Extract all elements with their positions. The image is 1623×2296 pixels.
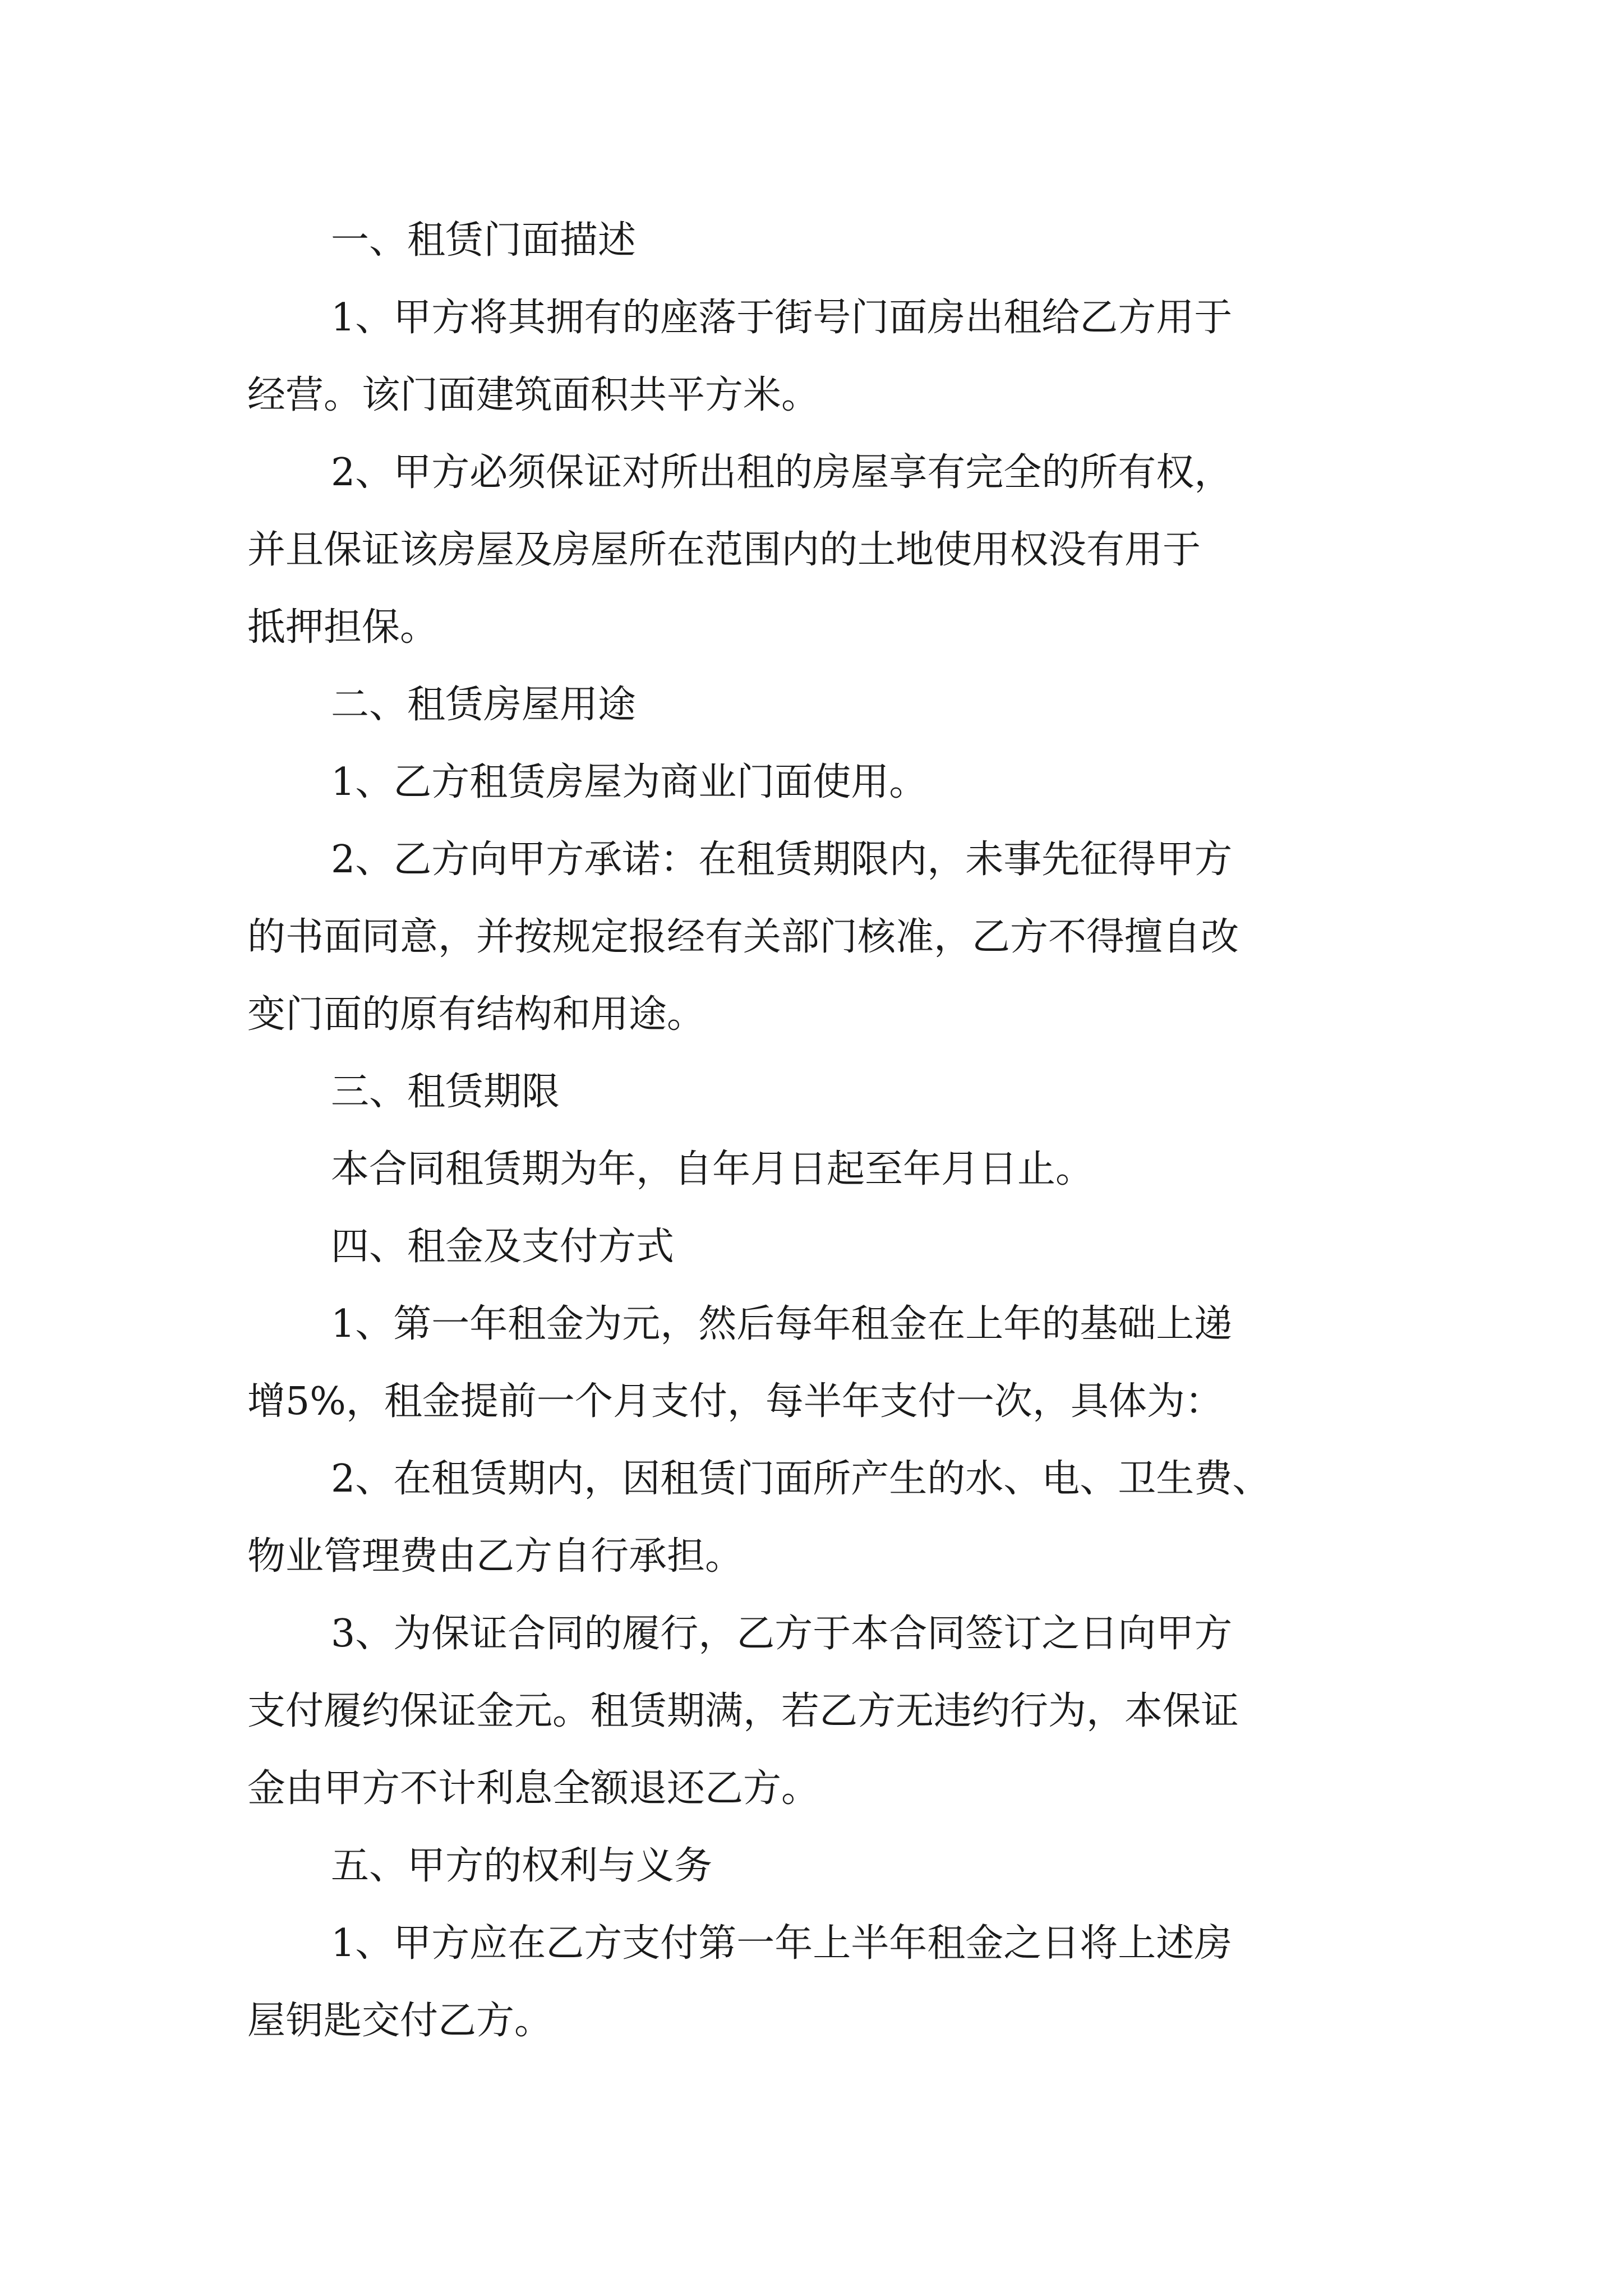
clause-1-2 — [247, 434, 1425, 666]
contract-body — [247, 202, 1425, 2060]
text-line: 一、租赁门面描述 — [331, 218, 637, 263]
text-line: 1、甲方将其拥有的座落于街号门面房出租给乙方用于 — [331, 296, 1233, 340]
section-heading-4 — [247, 1208, 1425, 1286]
text-line: 屋钥匙交付乙方。 — [247, 1999, 553, 2043]
text-line: 2、甲方必须保证对所出租的房屋享有完全的所有权， — [331, 450, 1233, 495]
text-line: 增5%，租金提前一个月支付，每半年支付一次，具体为： — [247, 1379, 1223, 1424]
clause-4-2 — [247, 1441, 1425, 1595]
text-line: 抵押担保。 — [247, 605, 439, 650]
text-line: 物业管理费由乙方自行承担。 — [247, 1534, 744, 1579]
section-heading-3 — [247, 1053, 1425, 1131]
text-line: 金由甲方不计利息全额退还乙方。 — [247, 1766, 820, 1811]
clause-2-1 — [247, 744, 1425, 821]
text-line: 二、租赁房屋用途 — [331, 683, 637, 727]
text-line: 1、第一年租金为元，然后每年租金在上年的基础上递 — [331, 1302, 1233, 1346]
text-line: 3、为保证合同的履行，乙方于本合同签订之日向甲方 — [331, 1612, 1233, 1656]
text-line: 的书面同意，并按规定报经有关部门核准，乙方不得擅自改 — [247, 915, 1239, 959]
text-line: 2、在租赁期内，因租赁门面所产生的水、电、卫生费、 — [331, 1457, 1271, 1501]
clause-3 — [247, 1131, 1425, 1208]
section-heading-1 — [247, 202, 1425, 279]
text-line: 本合同租赁期为年，自年月日起至年月日止。 — [331, 1147, 1094, 1191]
clause-4-3 — [247, 1595, 1425, 1828]
text-line: 三、租赁期限 — [331, 1070, 560, 1114]
text-line: 五、甲方的权利与义务 — [331, 1844, 713, 1888]
section-heading-2 — [247, 666, 1425, 744]
text-line: 1、乙方租赁房屋为商业门面使用。 — [331, 760, 928, 804]
text-line: 变门面的原有结构和用途。 — [247, 992, 706, 1037]
clause-1-1 — [247, 279, 1425, 434]
clause-4-1 — [247, 1286, 1425, 1441]
text-line: 经营。该门面建筑面积共平方米。 — [247, 373, 820, 417]
text-line: 2、乙方向甲方承诺：在租赁期限内，未事先征得甲方 — [331, 838, 1233, 882]
clause-2-2 — [247, 821, 1425, 1053]
section-heading-5 — [247, 1828, 1425, 1905]
text-line: 1、甲方应在乙方支付第一年上半年租金之日将上述房 — [331, 1921, 1233, 1966]
text-line: 支付履约保证金元。租赁期满，若乙方无违约行为，本保证 — [247, 1689, 1239, 1733]
text-line: 并且保证该房屋及房屋所在范围内的土地使用权没有用于 — [247, 528, 1201, 572]
clause-5-1 — [247, 1905, 1425, 2060]
text-line: 四、租金及支付方式 — [331, 1225, 675, 1269]
